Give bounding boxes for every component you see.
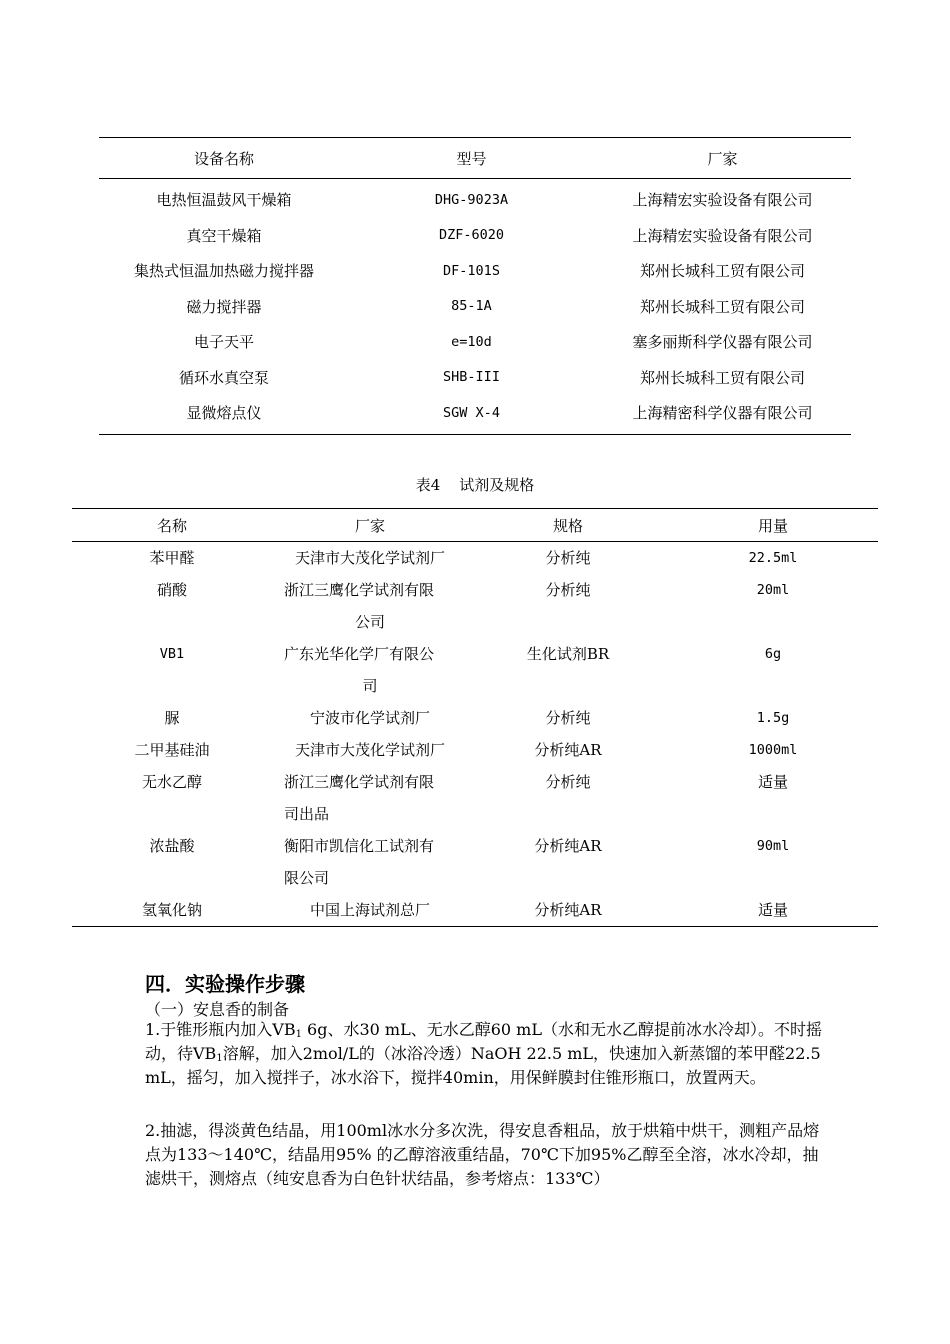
cell-manufacturer: 郑州长城科工贸有限公司: [639, 368, 805, 387]
cell-equipment-name: 集热式恒温加热磁力搅拌器: [133, 262, 314, 281]
cell-manufacturer: [272, 638, 468, 702]
table-row: [72, 830, 878, 894]
cell-manufacturer: 上海精密科学仪器有限公司: [594, 395, 851, 434]
cell-model: DF-101S: [443, 262, 500, 279]
table-row: [72, 894, 878, 927]
column-header-specification: 规格: [468, 509, 668, 542]
cell-specification: 分析纯AR: [468, 894, 668, 927]
column-header-model: 型号: [349, 138, 594, 179]
table-row: [99, 289, 851, 325]
cell-specification: 分析纯: [545, 773, 591, 791]
cell-manufacturer-line: 公司: [354, 613, 385, 631]
cell-amount: 20ml: [756, 582, 790, 598]
cell-manufacturer: [272, 574, 468, 638]
column-header-manufacturer: 厂家: [272, 509, 468, 542]
table-row: [99, 253, 851, 289]
cell-model: SGW X-4: [349, 395, 594, 434]
cell-manufacturer: 天津市大茂化学试剂厂: [294, 549, 445, 567]
cell-manufacturer: 塞多丽斯科学仪器有限公司: [632, 333, 813, 352]
section-subheading: （一）安息香的制备: [145, 1000, 290, 1019]
cell-amount: 1.5g: [756, 710, 790, 726]
subscript: 1: [295, 1029, 302, 1040]
cell-specification: 生化试剂BR: [526, 645, 610, 663]
table-row: [99, 218, 851, 254]
column-header-name: 名称: [72, 509, 272, 542]
table-row: [72, 734, 878, 766]
cell-specification: 分析纯: [545, 581, 591, 599]
cell-specification: 分析纯: [545, 709, 591, 727]
cell-name: 无水乙醇: [141, 773, 202, 791]
cell-equipment-name: 电热恒温鼓风干燥箱: [156, 191, 292, 210]
cell-manufacturer: 郑州长城科工贸有限公司: [639, 262, 805, 281]
cell-equipment-name: 显微熔点仪: [99, 395, 349, 434]
table-row: [72, 766, 878, 830]
equipment-table: [99, 137, 851, 435]
cell-model: e=10d: [451, 333, 492, 350]
cell-equipment-name: 磁力搅拌器: [186, 297, 262, 316]
table-header-row: [99, 138, 851, 179]
table-row: [72, 574, 878, 638]
cell-amount: 22.5ml: [748, 550, 798, 566]
cell-equipment-name: 电子天平: [193, 333, 254, 352]
table-row: [72, 542, 878, 575]
step-text: 6g、水30 mL、无水乙醇60 mL（水和无水乙醇提前冰水冷却）。不时摇动，待VB: [145, 1020, 822, 1063]
cell-manufacturer-line: 浙江三鹰化学试剂有限: [284, 773, 435, 791]
cell-manufacturer-line: 司: [362, 677, 378, 695]
cell-amount: 1000ml: [748, 742, 798, 758]
cell-amount: 6g: [764, 646, 782, 662]
table-caption: 表4 试剂及规格: [415, 476, 535, 494]
cell-name: 浓盐酸: [149, 837, 195, 855]
section-heading: 四．实验操作步骤: [145, 972, 305, 996]
column-header-equipment-name: 设备名称: [99, 138, 349, 179]
cell-manufacturer: [272, 766, 468, 830]
cell-name: VB1: [159, 646, 185, 662]
cell-equipment-name: 真空干燥箱: [186, 226, 262, 245]
cell-manufacturer: 上海精宏实验设备有限公司: [632, 226, 813, 245]
column-header-amount: 用量: [668, 509, 878, 542]
table-row: [72, 702, 878, 734]
procedure-step-2: 2.抽滤，得淡黄色结晶，用100ml冰水分多次洗，得安息香粗品，放于烘箱中烘干，测粗产品熔点为133～140℃，结晶用95% 的乙醇溶液重结晶，70℃下加95%乙醇至全溶，冰水冷却，抽滤烘干，测熔点（纯安息香为白色针状结晶，参考熔点：133℃）: [145, 1121, 820, 1188]
cell-name: 苯甲醛: [149, 549, 195, 567]
table-row: [99, 179, 851, 218]
cell-specification: 分析纯AR: [534, 837, 602, 855]
reagent-table: [72, 508, 878, 927]
cell-specification: 分析纯AR: [534, 741, 602, 759]
procedure-step-1: [145, 1018, 825, 1090]
cell-manufacturer-line: 限公司: [284, 869, 330, 887]
cell-equipment-name: 循环水真空泵: [178, 368, 269, 387]
cell-name: 氢氧化钠: [72, 894, 272, 927]
cell-manufacturer: [272, 830, 468, 894]
cell-manufacturer: 宁波市化学试剂厂: [309, 709, 430, 727]
table-row: [99, 395, 851, 434]
step-text: 溶解，加入2mol/L的（冰浴冷透）NaOH 22.5 mL，快速加入新蒸馏的苯甲醛22.5 mL，摇匀，加入搅拌子，冰水浴下，搅拌40min，用保鲜膜封住锥形瓶口，放置两天。: [145, 1044, 821, 1087]
cell-manufacturer-line: 司出品: [284, 805, 330, 823]
table-row: [72, 638, 878, 702]
step-text: 1.于锥形瓶内加入VB: [145, 1020, 296, 1039]
cell-name: 脲: [164, 709, 180, 727]
table-row: [99, 324, 851, 360]
cell-amount: 适量: [757, 773, 788, 791]
cell-name: 硝酸: [156, 581, 187, 599]
cell-model: DHG-9023A: [434, 191, 509, 208]
cell-manufacturer: 上海精宏实验设备有限公司: [632, 191, 813, 210]
cell-amount: 90ml: [756, 838, 790, 854]
table-row: [99, 360, 851, 396]
cell-manufacturer-line: 浙江三鹰化学试剂有限: [284, 581, 435, 599]
cell-amount: 适量: [668, 894, 878, 927]
cell-specification: 分析纯: [545, 549, 591, 567]
cell-model: 85-1A: [451, 298, 492, 315]
cell-manufacturer: 郑州长城科工贸有限公司: [639, 297, 805, 316]
cell-manufacturer: 天津市大茂化学试剂厂: [294, 741, 445, 759]
subscript: 1: [216, 1053, 223, 1064]
cell-model: SHB-III: [443, 369, 500, 386]
cell-manufacturer-line: 衡阳市凯信化工试剂有: [284, 837, 435, 855]
table-header-row: [72, 509, 878, 542]
column-header-manufacturer: 厂家: [594, 138, 851, 179]
cell-model: DZF-6020: [438, 227, 505, 244]
cell-manufacturer-line: 广东光华化学厂有限公: [284, 645, 435, 663]
cell-name: 二甲基硅油: [134, 741, 210, 759]
cell-manufacturer: 中国上海试剂总厂: [272, 894, 468, 927]
